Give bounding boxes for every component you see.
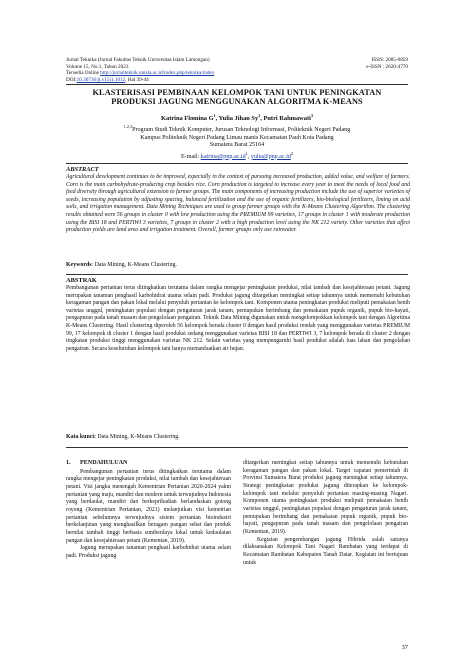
abstrak-heading: ABSTRAK: [66, 277, 97, 284]
keywords-english: Keywords: Data Mining, K-Means Clustering.: [66, 262, 177, 268]
issn: ISSN: 2085-0859: [371, 57, 408, 63]
abstract-english: Agricultural development continues to be improved, especially in the context of pursuing increased production, added value, and welfare of farmers. Corn is the main carbohydrate-producing crop besides rice. Corn production is targeted to increase every year to meet the needs of local food and feed diversity through agricultural extension to farmer groups. The main components of increasing production include the use of superior varieties of seeds, increasing population by adjusting spacing, balanced fertilization and the use of organic fertilizers, bio-biological fertilizers, liming on acid soils, and irrigation management. Data Mining Techniques are used to group farmer groups with the K-Means Clustering Algorithm. The clustering results obtained were 56 groups in cluster 0 with low production using the PREMIUM 99 varieties, 17 groups in cluster 1 with moderate production using the BISI 18 and PERTIWI 3 varieties, 7 groups in cluster 2 with a high production level using the NK 212 variety. Other varieties that affect production yields are land area and irrigation treatment. Overall, farmer groups only use rainwater.: [66, 174, 410, 234]
author-list: Katrina Flomina $G^1$, Yulia Jihan Sy$^2$, Putri Rahmawati$^3$: [161, 113, 313, 122]
section-heading: 1. PENDAHULUAN: [66, 460, 128, 466]
body-column-left: [66, 460, 231, 561]
paragraph: ditargetkan meningkat setiap tahunnya untuk memenuhi kebutuhan keragaman pangan dan pakan lokal. Target capaian pemerintah di Provinsi Sumatera Barat produksi jagung meningkat setiap tahunnya. Strategi peningkatan produksi jagung diterapkan ke kelompok-kelompok tani melalui penyuluh pertanian masing-masing Nagari. Komponen utama peningkatan produksi meliputi pemakaian benih varietas unggul, peningkatan populasi dengan pengaturan jarak tanam, pemupukan berimbang dan pemakaian pupuk organik, pupuk bio-hayati, pengapuran pada tanah masam dan pengelolaan pengairan (Kementan, 2019).: [243, 460, 408, 535]
journal-url-link[interactable]: http://jurnalteknik.unisla.ac.id/index.php/teknika/index: [100, 70, 215, 77]
eissn: e-ISSN : 2620-4770: [366, 63, 408, 70]
paper-title: KLASTERISASI PEMBINAAN KELOMPOK TANI UNTUK PENINGKATAN PRODUKSI JAGUNG MENGGUNAKAN ALGORITMA K-MEANS: [92, 88, 382, 107]
email-link-2[interactable]: yulia@pnp.ac.id: [250, 153, 291, 160]
abstract-indonesian: Pembangunan pertanian terus ditingkatkan terutama dalam rangka mengejar peningkatan produksi, nilai tambah dan kesejahteraan petani. Jagung merupakan tanaman penghasil karbohidrat utama selain padi. Produksi jagung ditargetkan meningkat setiap tahunnya untuk memenuhi kebutuhan keragaman pangan dan pakan lokal melalui penyuluh pertanian ke kelompok tani. Komponen utama peningkatan produksi meliputi pemakaian benih varietas unggul, peningkatan populasi dengan pengaturan jarak tanam, pemupukan berimbang dan pemakaian pupuk organik, pupuk bio-hayati, pengapuran pada tanah masam dan pengelolaan pengairan. Teknik Data Mining digunakan untuk mengelompokkan kelompok tani dengan Algoritma K-Means Clustering. Hasil clustering diperoleh 56 kelompok berada cluster 0 dengan hasil produksi rendah yang menggunakan varietas PREMIUM 99, 17 kelompok di cluster 1 dengan hasil produksi sedang menggunakan varietas BISI 18 dan PERTIWI 3, 7 kelompok berada di cluster 2 dengan tingkatan produksi tinggi menggunakan varietas NK 212. Selain varietas yang mempengaruhi hasil produksi adalah luas lahan dan pengolahan pengairan. Secara keseluruhan kelompok tani hanya memanfaatkan air hujan.: [66, 285, 410, 352]
body-column-right: [243, 460, 408, 567]
abstract-heading: ABSTRACT: [66, 166, 99, 173]
page-number: 37: [401, 644, 408, 651]
header-divider: [66, 84, 408, 85]
abstrak-divider: [66, 274, 408, 275]
available-online: Tersedia Online http://jurnalteknik.unisla.ac.id/index.php/teknika/index: [66, 70, 215, 77]
affiliation: $^{1,2,3}$Program Studi Teknik Komputer, Jurusan Teknologi Informasi, Politeknik Negeri Padang Kampus Politeknik Negeri Padang Limau manis Kecamatan Pauh Kota Padang Sumatera Barat 25164 E-mail: $katrina@pnp.ac.id^1$, $yulia@pnp.ac.id^2$: [60, 123, 414, 161]
paragraph: Kegiatan pengembangan jagung Hibrida salah satunya dilaksanakan Kelompok Tani Nagari Rambatan yang terdapat di Kecamatan Rambatan Kabupaten Tanah Datar. Kegiatan ini bertujuan untuk: [243, 536, 408, 566]
body-divider: [66, 447, 408, 448]
journal-name: Jurnal Teknika (Jurnal Fakultas Teknik Universitas Islam Lamongan): [66, 57, 210, 63]
doi-link[interactable]: 10.30736/jt.v15i1.1012: [76, 76, 126, 83]
paragraph: Pembangunan pertanian terus ditingkatkan terutama dalam rangka mengejar peningkatan produksi, nilai tambah dan kesejahteraan petani. Visi jangka menengah Kementrian Pertanian 2020-2024 yakni pertanian yang maju, mandiri dan modern untuk terwujudnya Indonesia yang berdaulat, mandiri dan berkepribadian berlandaskan gotong royong (Kementrian Pertanian, 2021) melanjutkan visi kemetrian pertanian sebelumnya terwujudnya sistem pertanian bioindustri berkelanjutan yang menghasilkan beragam pangan sehat dan produk bernilai tambah tinggi berbasis sumberdaya lokal untuk kedaulatan pangan dan kesejahteraan petani (Kementan, 2019).: [66, 468, 231, 544]
email-line: E-mail: $katrina@pnp.ac.id^1$, $yulia@pnp.ac.id^2$: [180, 150, 294, 160]
header-row-1: [66, 57, 408, 64]
header-row-2: [66, 64, 408, 71]
paragraph: Jagung merupakan tanaman penghasil karbohidrat utama selain padi. Produksi jagung: [66, 545, 231, 559]
volume: Volume 15, No.1, Tahun 2023: [66, 63, 129, 70]
abstract-divider: [66, 163, 408, 164]
journal-header: [66, 57, 408, 83]
keywords-indonesian: Kata kunci: Data Mining, K-Means Clustering.: [66, 434, 180, 440]
email-link-1[interactable]: katrina@pnp.ac.id: [200, 153, 246, 160]
doi-line: DOI:10.30736/jt.v15i1.1012, Hal 39-44: [66, 76, 149, 83]
